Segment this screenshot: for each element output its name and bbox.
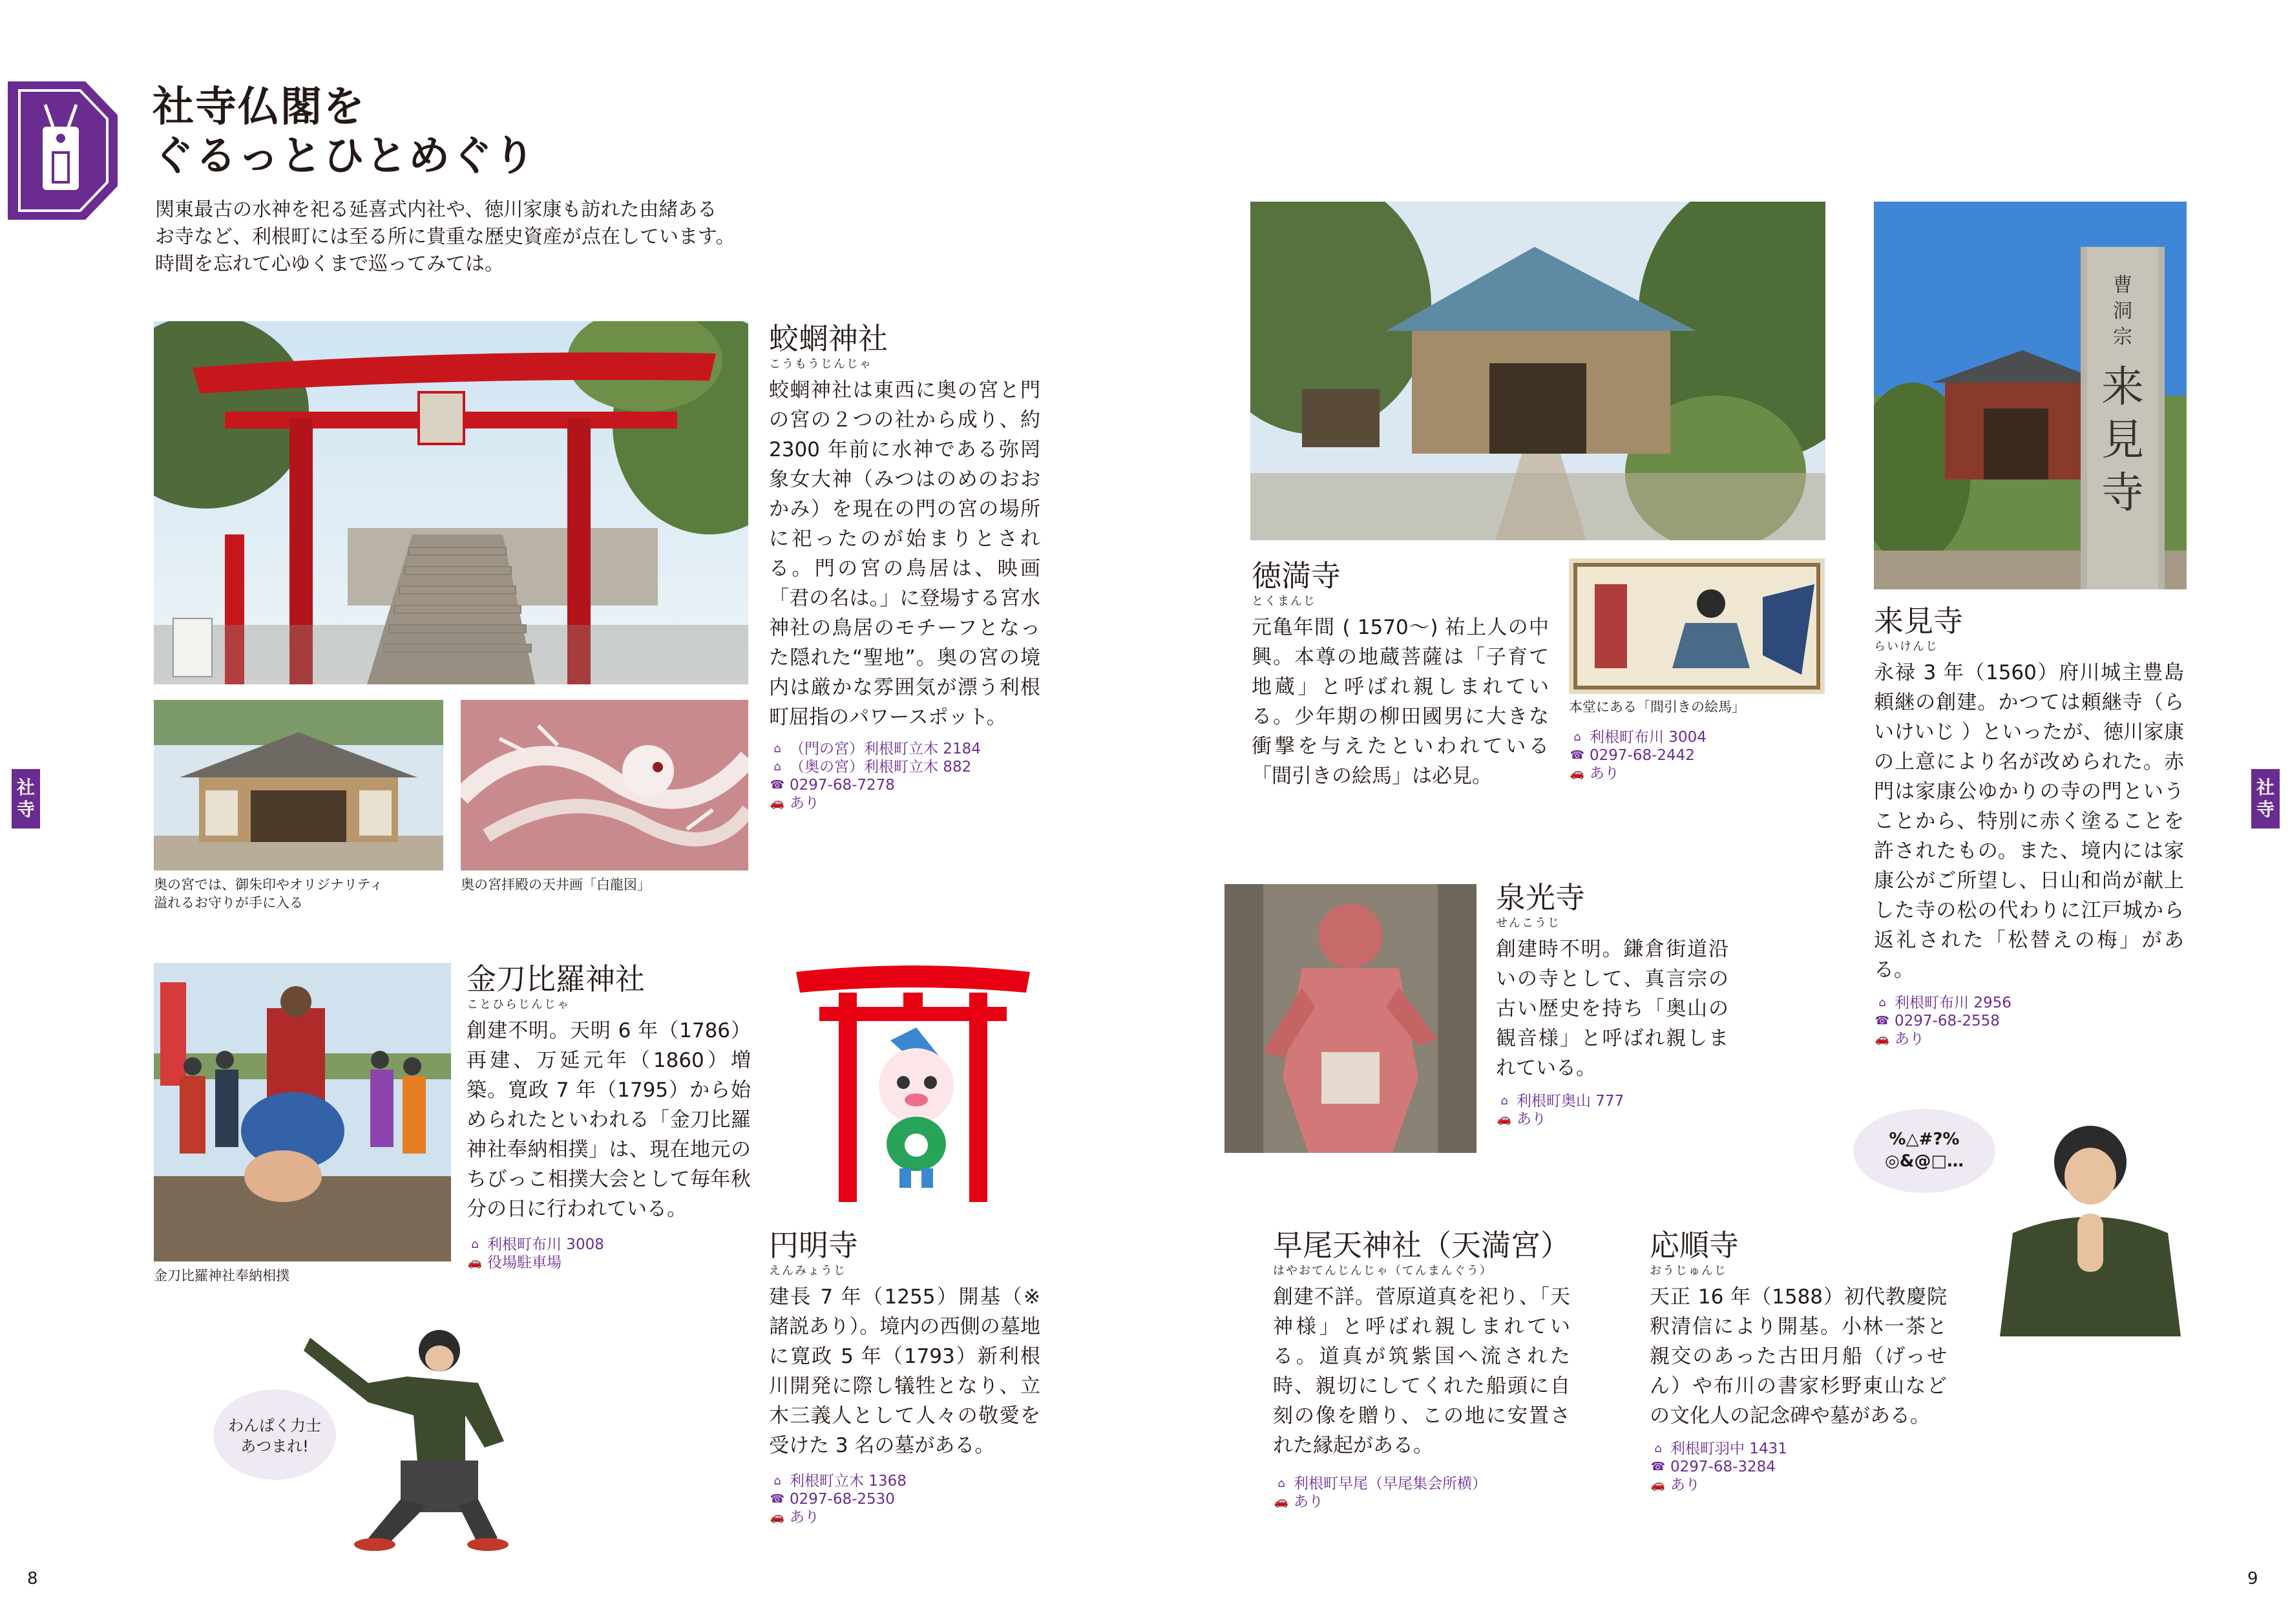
phone-icon: ☎ [770, 778, 785, 792]
tokuman-parking: あり [1590, 765, 1619, 782]
raiken-section [1874, 604, 2184, 1048]
ojun-body: 天正 16 年（1588）初代教慶院釈清信により開基。小林一茶と親交のあった古田月船（げっせん）や布川の書家杉野東山などの文化人の記念碑や墓がある。 [1650, 1285, 1947, 1428]
hayao-name: 早尾天神社（天満宮） [1273, 1228, 1570, 1263]
senko-statue-photo [1224, 884, 1476, 1153]
car-icon: 🚗 [770, 1510, 785, 1524]
ojun-name: 応順寺 [1650, 1228, 1739, 1263]
komo-name: 蛟蝄神社 [769, 321, 888, 356]
raiken-body: 永禄 3 年（1560）府川城主豊島頼継の創建。かつては頼継寺（らいけいじ ）といったが、徳川家康の上意により名が改められた。赤門は家康公ゆかりの寺の門ということから、特別に赤く塗ることを許されたもの。また、境内には家康公がご所望し、日山和尚が献上した寺の松の代わりに江戸城から返礼された「松替えの梅」がある。 [1874, 661, 2184, 982]
home-icon: ⌂ [471, 1238, 479, 1251]
okunomiya-caption [154, 876, 383, 912]
title-line-1: 社寺仏閣を [152, 83, 366, 131]
ojun-section [1650, 1228, 1947, 1494]
car-icon: 🚗 [1650, 1478, 1666, 1492]
tokuman-info [1569, 728, 1707, 783]
caption-line: 溢れるお守りが手に入る [154, 895, 303, 911]
raiken-parking: あり [1895, 1031, 1924, 1048]
phone-icon: ☎ [1875, 1014, 1890, 1028]
kotohira-section [467, 962, 751, 1272]
phone-icon: ☎ [1650, 1460, 1666, 1473]
enmyo-parking: あり [790, 1509, 819, 1526]
ojun-info [1650, 1440, 1947, 1494]
stone-text-top: 曹洞宗 [2113, 274, 2132, 348]
enmyo-body: 建長 7 年（1255）開基（※諸説あり）。境内の西側の墓地に寛政 5 年（1793）新利根川開発に際し犠牲となり、立木三義人として人々の敬愛を受けた 3 名の墓がある。 [769, 1285, 1040, 1457]
komo-info [769, 740, 1040, 812]
ojun-phone: 0297-68-3284 [1670, 1459, 1776, 1475]
kotohira-parking: 役場駐車場 [487, 1254, 562, 1271]
hayao-section [1273, 1228, 1570, 1511]
page-number-right: 9 [2247, 1569, 2258, 1588]
stone-text-main: 来見寺 [2101, 362, 2144, 518]
raiken-stone-inscription [2100, 273, 2145, 520]
komo-address: （奥の宮）利根町立木 882 [790, 759, 972, 775]
tokuman-temple-photo [1250, 202, 1825, 540]
side-tab-right [2251, 769, 2280, 828]
home-icon: ⌂ [1573, 730, 1581, 744]
hayao-body: 創建不詳。菅原道真を祀り、「天神様」と呼ばれ親しまれている。道真が筑紫国へ流された時、親切にしてくれた船頭に自刻の像を贈り、この地に安置された縁起がある。 [1273, 1285, 1570, 1457]
komo-okunomiya-photo [154, 700, 443, 870]
car-icon: 🚗 [1274, 1495, 1289, 1508]
home-icon: ⌂ [773, 760, 781, 774]
torii-mascot-illustration [793, 963, 1033, 1202]
home-icon: ⌂ [1277, 1477, 1285, 1490]
ojun-address: 利根町羽中 1431 [1670, 1440, 1787, 1457]
raiken-gate-photo [1874, 202, 2187, 589]
side-tab-left [12, 769, 40, 828]
komo-torii-photo [154, 321, 748, 684]
enmyo-ruby: えんみょうじ [769, 1264, 846, 1278]
enmyo-section [769, 1228, 1040, 1526]
bubble-line: あつまれ! [240, 1437, 309, 1455]
home-icon: ⌂ [1878, 996, 1886, 1009]
hayao-parking: あり [1294, 1493, 1323, 1510]
tokuman-address: 利根町布川 3004 [1590, 729, 1707, 746]
tokuman-phone: 0297-68-2442 [1590, 747, 1695, 764]
sumo-pose-person [291, 1325, 517, 1551]
bubble-line: わんぱく力士 [228, 1417, 321, 1435]
komo-address: （門の宮）利根町立木 2184 [790, 741, 981, 757]
car-icon: 🚗 [1497, 1112, 1512, 1126]
ojun-ruby: おうじゅんじ [1650, 1264, 1727, 1278]
hayao-address: 利根町早尾（早尾集会所横） [1294, 1475, 1487, 1492]
raiken-phone: 0297-68-2558 [1895, 1013, 2000, 1029]
hayao-ruby: はやおてんじんじゃ（てんまんぐう） [1273, 1264, 1493, 1278]
komo-parking: あり [790, 795, 819, 812]
senko-section [1496, 880, 1728, 1128]
tokuman-section [1252, 558, 1549, 791]
ojun-parking: あり [1670, 1477, 1700, 1493]
car-icon: 🚗 [1570, 766, 1585, 780]
mabiki-caption: 本堂にある「間引きの絵馬」 [1569, 699, 1745, 715]
komo-ruby: こうもうじんじゃ [769, 357, 872, 371]
car-icon: 🚗 [770, 796, 785, 810]
enmyo-info [769, 1472, 1040, 1526]
header-badge [8, 76, 123, 225]
side-tab-label: 社寺 [17, 777, 36, 820]
enmyo-name: 円明寺 [769, 1228, 858, 1263]
tokuman-name: 徳満寺 [1252, 558, 1341, 593]
tokuman-ruby: とくまんじ [1252, 595, 1316, 608]
intro-text [155, 196, 735, 278]
kotohira-name: 金刀比羅神社 [467, 962, 645, 997]
senko-ruby: せんこうじ [1496, 916, 1560, 930]
kotohira-info [467, 1236, 751, 1272]
senko-address: 利根町奥山 777 [1517, 1093, 1624, 1110]
senko-name: 泉光寺 [1496, 880, 1585, 915]
car-icon: 🚗 [467, 1256, 483, 1269]
home-icon: ⌂ [773, 1474, 781, 1488]
tenjoga-caption: 奥の宮拝殿の天井画「白龍図」 [461, 877, 651, 892]
intro-line: 関東最古の水神を祀る延喜式内社や、徳川家康も訪れた由緒ある [155, 198, 717, 221]
senko-info [1496, 1092, 1728, 1128]
raiken-info [1874, 994, 2184, 1048]
senko-body: 創建時不明。鎌倉街道沿いの寺として、真言宗の古い歴史を持ち「奥山の観音様」と呼ばれ親しまれている。 [1496, 938, 1728, 1080]
kotohira-ruby: ことひらじんじゃ [467, 998, 570, 1011]
omamori-icon [8, 76, 123, 225]
title-line-2: ぐるっとひとめぐり [152, 132, 536, 180]
speech-bubble-right [1853, 1109, 1995, 1193]
phone-icon: ☎ [1570, 748, 1585, 762]
komo-tenjoga-photo [461, 700, 748, 870]
enmyo-address: 利根町立木 1368 [790, 1473, 907, 1490]
intro-line: 時間を忘れて心ゆくまで巡ってみては。 [155, 253, 504, 275]
bubble-line: ◎&@□… [1885, 1152, 1964, 1171]
kotohira-body: 創建不明。天明 6 年（1786）再建、万延元年（1860）増築。寛政 7 年（1795）から始められたといわれる「金刀比羅神社奉納相撲」は、現在地元のちびっこ相撲大会として毎年秋分の日に行われている。 [467, 1019, 751, 1221]
page-number-left: 8 [27, 1569, 38, 1588]
page-title [152, 83, 536, 181]
pleading-person [1993, 1117, 2187, 1336]
tokuman-body: 元亀年間 ( 1570〜) 祐上人の中興。本尊の地蔵菩薩は「子育て地蔵」と呼ばれ親しまれている。少年期の柳田國男に大きな衝撃を与えたといわれている「間引きの絵馬」は必見。 [1252, 616, 1549, 788]
komo-body: 蛟蝄神社は東西に奥の宮と門の宮の２つの社から成り、約 2300 年前に水神である弥罔象女大神（みつはのめのおおかみ）を現在の門の宮の場所に祀ったのが始まりとされる。門の宮の鳥居は、映画「君の名は。」に登場する宮水神社の鳥居のモチーフとなった隠れた“聖地”。奥の宮の境内は厳かな雰囲気が漂う利根町屈指のパワースポット。 [769, 379, 1040, 729]
home-icon: ⌂ [1500, 1094, 1508, 1108]
raiken-ruby: らいけんじ [1874, 640, 1938, 653]
car-icon: 🚗 [1875, 1032, 1890, 1046]
intro-line: お寺など、利根町には至る所に貴重な歴史資産が点在しています。 [155, 226, 735, 248]
phone-icon: ☎ [770, 1492, 785, 1506]
senko-parking: あり [1517, 1111, 1546, 1128]
tokuman-ema-photo [1569, 558, 1825, 694]
raiken-address: 利根町布川 2956 [1895, 995, 2012, 1011]
hayao-info [1273, 1475, 1570, 1511]
sumo-caption: 金刀比羅神社奉納相撲 [154, 1268, 289, 1283]
raiken-name: 来見寺 [1874, 604, 1963, 638]
kotohira-address: 利根町布川 3008 [487, 1236, 604, 1253]
home-icon: ⌂ [773, 742, 781, 755]
bubble-line: %△#?% [1889, 1130, 1960, 1149]
komo-phone: 0297-68-7278 [790, 777, 895, 794]
home-icon: ⌂ [1654, 1442, 1662, 1455]
kotohira-sumo-photo [154, 963, 451, 1261]
enmyo-phone: 0297-68-2530 [790, 1491, 895, 1508]
caption-line: 奥の宮では、御朱印やオリジナリティ [154, 877, 383, 892]
komo-section [769, 321, 1040, 812]
side-tab-label: 社寺 [2256, 777, 2275, 820]
